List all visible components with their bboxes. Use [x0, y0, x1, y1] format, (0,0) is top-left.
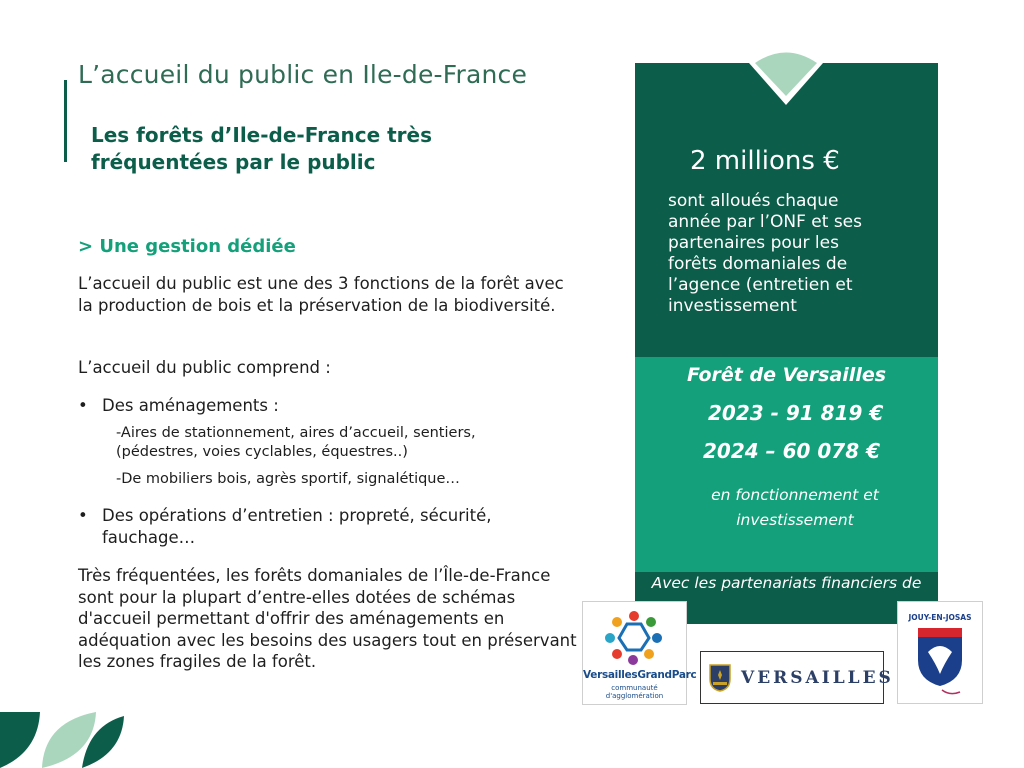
paragraph-functions: L’accueil du public est une des 3 fonctions de la forêt avec la production de bois et la préservation de la biodiversité. [78, 274, 564, 315]
jouy-en-josas-logo [897, 601, 983, 704]
bullet-dot: • [78, 396, 88, 415]
bullet-text: Des aménagements : [102, 396, 279, 415]
funding-usage: en fonctionnement et investissement [711, 486, 879, 529]
paragraph-frequentation: Très fréquentées, les forêts domaniales de l’Île-de-France sont pour la plupart d’entre-elles dotées de schémas d'accueil permettant d'offrir des aménagements en adéquation avec les besoins des usagers tout en préservant les zones fragiles de la forêt. [78, 566, 577, 671]
versailles-grand-parc-logo [582, 601, 697, 705]
leaf-notch-icon [749, 50, 823, 124]
sub-item-aires-detail: (pédestres, voies cyclables, équestres..) [116, 444, 408, 460]
sub-item-mobiliers: -De mobiliers bois, agrès sportif, signalétique… [116, 471, 460, 487]
funding-2023: 2023 - 91 819 € [708, 401, 884, 425]
forest-name: Forêt de Versailles [686, 364, 887, 386]
jouy-name: JOUY-EN-JOSAS [908, 613, 972, 622]
paragraph-includes: L’accueil du public comprend : [78, 358, 331, 377]
jouy-crest-icon [898, 622, 982, 702]
forest-funding-box [635, 357, 938, 572]
bullet-dot: • [78, 506, 88, 525]
versailles-name: VERSAILLES [741, 668, 894, 688]
section-heading: > Une gestion dédiée [78, 236, 296, 257]
subtitle-line-2: fréquentées par le public [91, 150, 376, 174]
vgp-name: VersaillesGrandParc [583, 669, 697, 681]
funding-amount: 2 millions € [690, 146, 840, 176]
funding-description: sont alloués chaque année par l’ONF et ses partenaires pour les forêts domaniales de l’agence (entretien et investissement [668, 191, 862, 316]
bullet-text: Des opérations d’entretien : propreté, sécurité, fauchage… [102, 506, 492, 547]
subtitle-line-1: Les forêts d’Ile-de-France très [91, 123, 432, 147]
partners-text: Avec les partenariats financiers de [651, 574, 922, 592]
people-circle-icon [583, 604, 686, 670]
slide-title: L’accueil du public en Ile-de-France [78, 60, 528, 89]
title-accent-bar [64, 80, 67, 162]
versailles-shield-icon [709, 664, 731, 692]
funding-2024: 2024 – 60 078 € [703, 439, 881, 463]
vgp-subtitle: communauté d'agglomération [605, 684, 664, 700]
sub-item-aires: -Aires de stationnement, aires d’accueil, sentiers, [116, 425, 476, 441]
versailles-logo [700, 651, 894, 704]
corner-leaf-decoration [0, 712, 130, 768]
slide-subtitle [91, 122, 521, 176]
